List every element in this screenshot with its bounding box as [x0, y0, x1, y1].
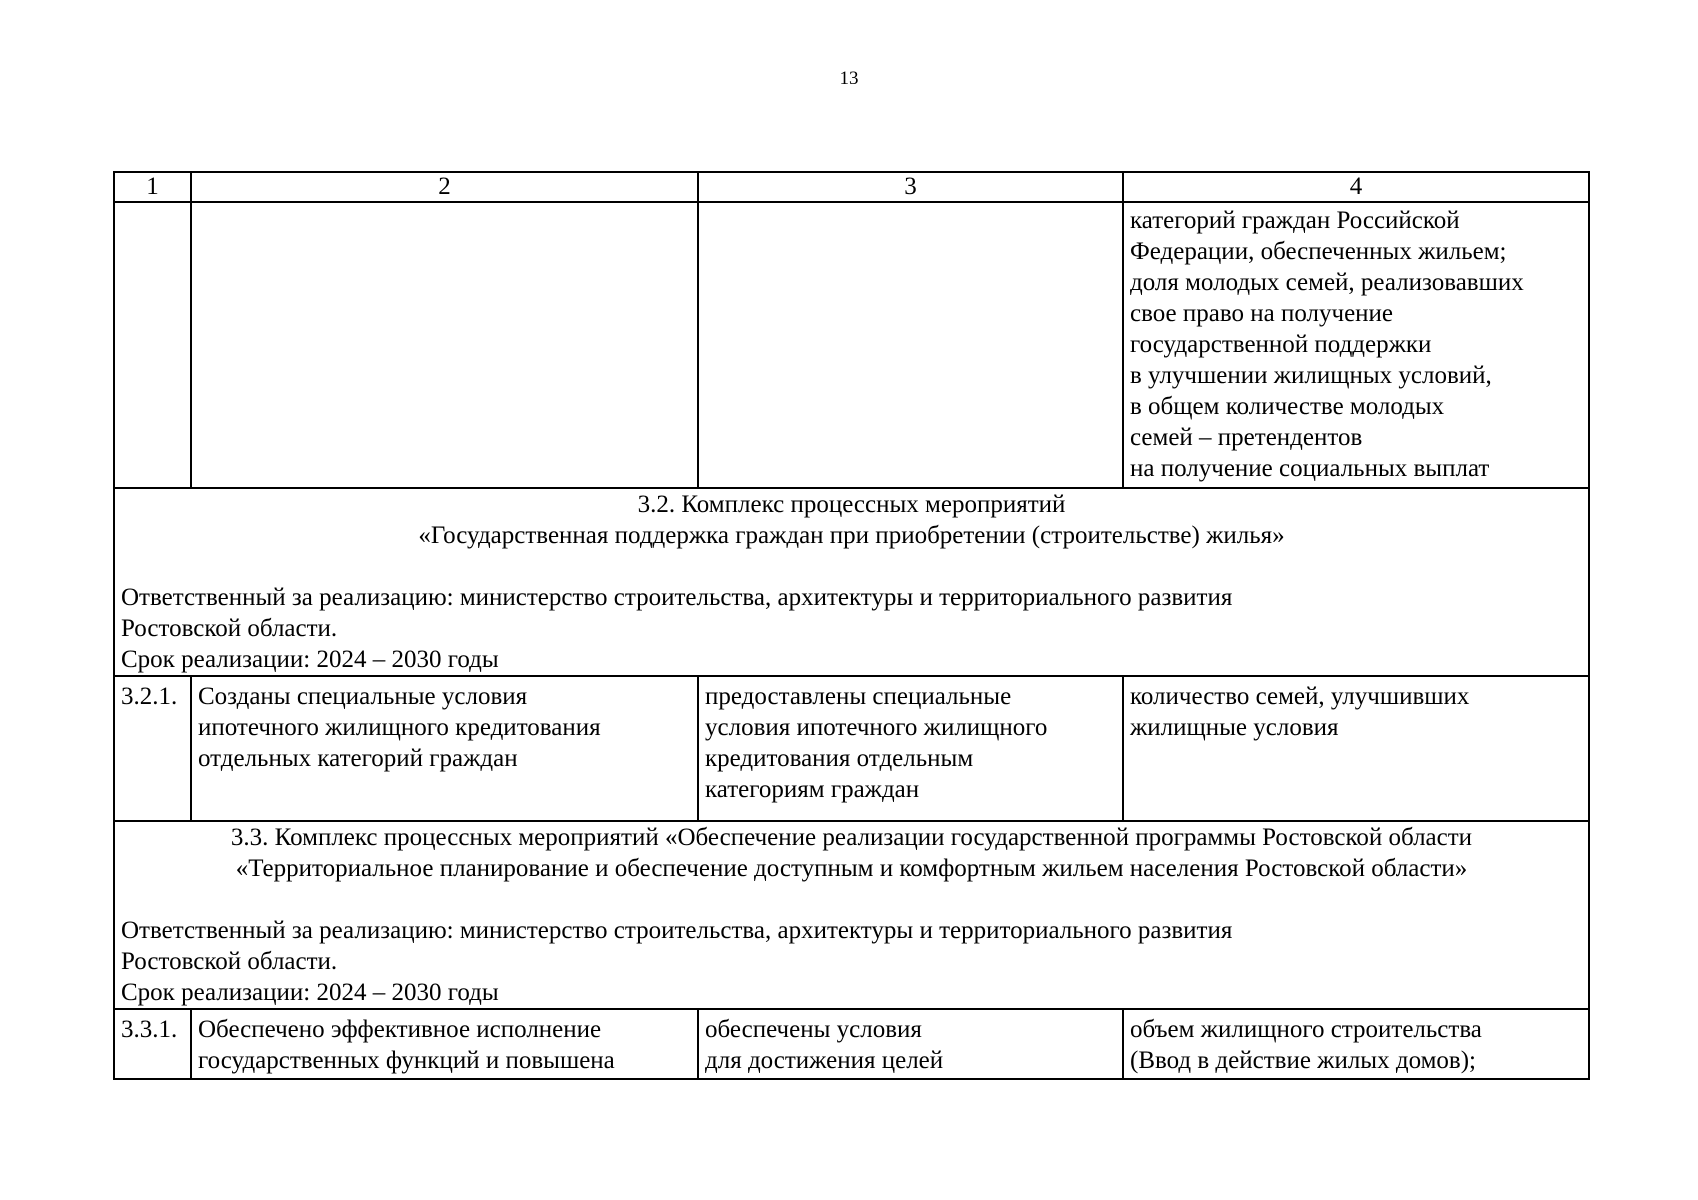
section-3-3-row — [114, 821, 1589, 1009]
cont-col4-line: в улучшении жилищных условий, — [1130, 362, 1492, 389]
row-3-3-1-col4-line: объем жилищного строительства — [1130, 1016, 1482, 1043]
cont-col4-line: категорий граждан Российской — [1130, 207, 1460, 234]
row-3-3-1-description — [698, 1009, 1123, 1079]
row-3-2-1-col3-line: категориям граждан — [705, 776, 920, 803]
row-3-2-1-col3-line: кредитования отдельным — [705, 745, 974, 772]
row-3-2-1-col3-line: предоставлены специальные — [705, 683, 1012, 710]
cont-cell-3 — [698, 202, 1123, 488]
section-3-3-info: Ростовской области. — [121, 948, 338, 975]
header-cell-4: 4 — [1123, 172, 1589, 202]
section-spacer — [121, 551, 1582, 582]
section-3-3-title: 3.3. Комплекс процессных мероприятий «Обеспечение реализации государственной программы Ростовской области — [230, 824, 1473, 851]
header-cell-3: 3 — [698, 172, 1123, 202]
row-3-2-1-num: 3.2.1. — [114, 676, 191, 821]
cont-col4-line: на получение социальных выплат — [1130, 455, 1490, 482]
row-3-3-1-col3-line: обеспечены условия — [705, 1016, 922, 1043]
cont-col4-line: Федерации, обеспеченных жильем; — [1130, 238, 1507, 265]
cont-col4-line: доля молодых семей, реализовавших — [1130, 269, 1524, 296]
section-3-2-cell — [114, 488, 1589, 676]
continuation-row — [114, 202, 1589, 488]
row-3-3-1-indicator — [1123, 1009, 1589, 1079]
section-3-2-info: Ростовской области. — [121, 615, 338, 642]
section-3-2-info: Срок реализации: 2024 – 2030 годы — [121, 646, 499, 673]
row-3-2-1-indicator — [1123, 676, 1589, 821]
cont-cell-4 — [1123, 202, 1589, 488]
row-3-2-1-result — [191, 676, 698, 821]
cont-col4-line: в общем количестве молодых — [1130, 393, 1445, 420]
table-header-row — [114, 172, 1589, 202]
cont-cell-2 — [191, 202, 698, 488]
row-3-2-1-col2-line: Созданы специальные условия — [198, 683, 528, 710]
header-cell-2: 2 — [191, 172, 698, 202]
row-3-2-1-col2-line: ипотечного жилищного кредитования — [198, 714, 601, 741]
section-3-2-row — [114, 488, 1589, 676]
row-3-3-1-num: 3.3.1. — [114, 1009, 191, 1079]
section-3-3-cell — [114, 821, 1589, 1009]
program-table — [113, 171, 1590, 1080]
row-3-3-1-col3-line: для достижения целей — [705, 1047, 944, 1074]
section-spacer — [121, 884, 1582, 915]
section-3-3-info: Срок реализации: 2024 – 2030 годы — [121, 979, 499, 1006]
row-3-2-1-col3-line: условия ипотечного жилищного — [705, 714, 1048, 741]
row-3-2-1-col4-line: жилищные условия — [1130, 714, 1339, 741]
section-3-2-title: 3.2. Комплекс процессных мероприятий — [637, 491, 1066, 518]
cont-cell-1 — [114, 202, 191, 488]
section-3-3-title: «Территориальное планирование и обеспечение доступным и комфортным жильем населения Ростовской области» — [235, 855, 1468, 882]
row-3-2-1-col4-line: количество семей, улучшивших — [1130, 683, 1470, 710]
cont-col4-line: семей – претендентов — [1130, 424, 1363, 451]
row-3-3-1-col2-line: государственных функций и повышена — [198, 1047, 615, 1074]
row-3-3-1-col2-line: Обеспечено эффективное исполнение — [198, 1016, 602, 1043]
section-3-2-info: Ответственный за реализацию: министерство строительства, архитектуры и территориального развития — [121, 584, 1233, 611]
header-cell-1: 1 — [114, 172, 191, 202]
cont-col4-line: государственной поддержки — [1130, 331, 1432, 358]
page-number: 13 — [839, 68, 859, 89]
row-3-3-1-result — [191, 1009, 698, 1079]
row-3-3-1-col4-line: (Ввод в действие жилых домов); — [1130, 1047, 1476, 1074]
section-3-3-info: Ответственный за реализацию: министерство строительства, архитектуры и территориального развития — [121, 917, 1233, 944]
cont-col4-line: свое право на получение — [1130, 300, 1394, 327]
table-row-3-2-1 — [114, 676, 1589, 821]
section-3-2-title: «Государственная поддержка граждан при приобретении (строительстве) жилья» — [418, 522, 1285, 549]
row-3-2-1-description — [698, 676, 1123, 821]
table-row-3-3-1 — [114, 1009, 1589, 1079]
row-3-2-1-col2-line: отдельных категорий граждан — [198, 745, 518, 772]
